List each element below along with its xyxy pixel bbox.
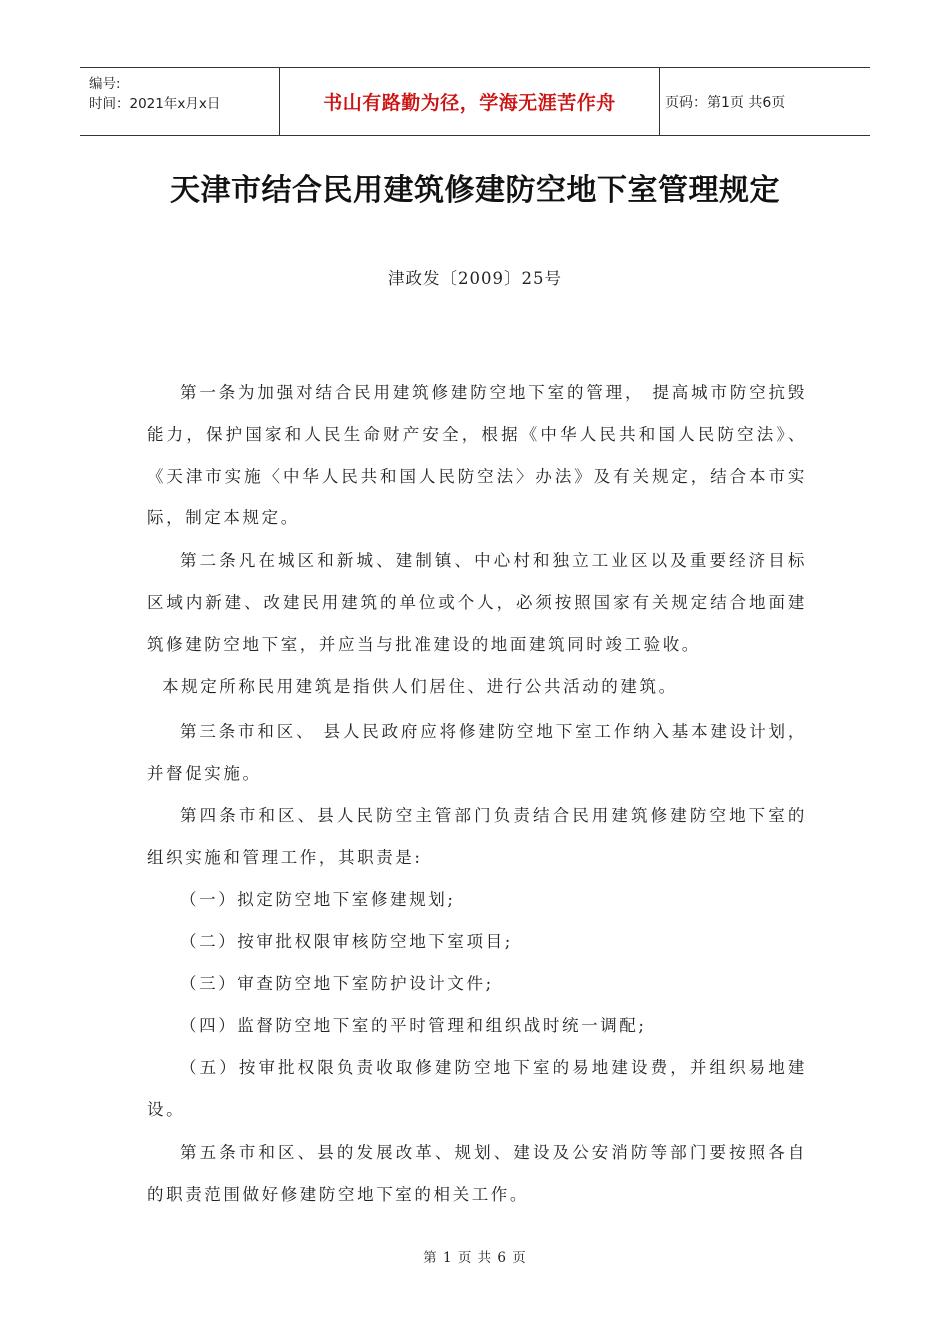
article-2: 第二条凡在城区和新城、建制镇、中心村和独立工业区以及重要经济目标区域内新建、改建民用建筑的单位或个人，必须按照国家有关规定结合地面建筑修建防空地下室，并应当与批准建设的地面建筑同时竣工验收。 [147,551,807,654]
list-item-5: （五）按审批权限负责收取修建防空地下室的易地建设费，并组织易地建设。 [147,1058,807,1119]
article-4: 第四条市和区、县人民防空主管部门负责结合民用建筑修建防空地下室的组织实施和管理工作，其职责是: [147,806,807,867]
article-1: 第一条为加强对结合民用建筑修建防空地下室的管理， 提高城市防空抗毁能力，保护国家和人民生命财产安全，根据《中华人民共和国人民防空法》、《天津市实施〈中华人民共和国人民防空法〉办法》及有关规定，结合本市实际，制定本规定。 [147,383,807,528]
header-meta-cell [80,68,280,135]
list-item-2: （二）按审批权限审核防空地下室项目; [180,932,513,951]
article-5: 第五条市和区、县的发展改革、规划、建设及公安消防等部门要按照各自的职责范围做好修建防空地下室的相关工作。 [147,1143,807,1204]
header-motto-cell [280,68,660,135]
list-item-4: （四）监督防空地下室的平时管理和组织战时统一调配; [180,1016,647,1035]
time-label: 时间：2021年x月x日 [89,96,221,112]
document-number: 津政发〔2009〕25号 [388,269,562,288]
document-title: 天津市结合民用建筑修建防空地下室管理规定 [170,173,780,208]
list-item-3: （三）审查防空地下室防护设计文件; [180,974,494,993]
definition-paragraph: 本规定所称民用建筑是指供人们居住、进行公共活动的建筑。 [162,677,678,696]
number-label: 编号: [89,76,121,92]
page-footer: 第 1 页 共 6 页 [423,1250,527,1266]
list-item-1: （一）拟定防空地下室修建规划; [180,890,456,909]
article-3: 第三条市和区、 县人民政府应将修建防空地下室工作纳入基本建设计划，并督促实施。 [147,722,807,783]
header-page-cell [660,68,870,135]
motto: 书山有路勤为径，学海无涯苦作舟 [323,92,616,114]
page-info: 页码：第1页 共6页 [665,94,786,111]
header-table [80,67,870,136]
